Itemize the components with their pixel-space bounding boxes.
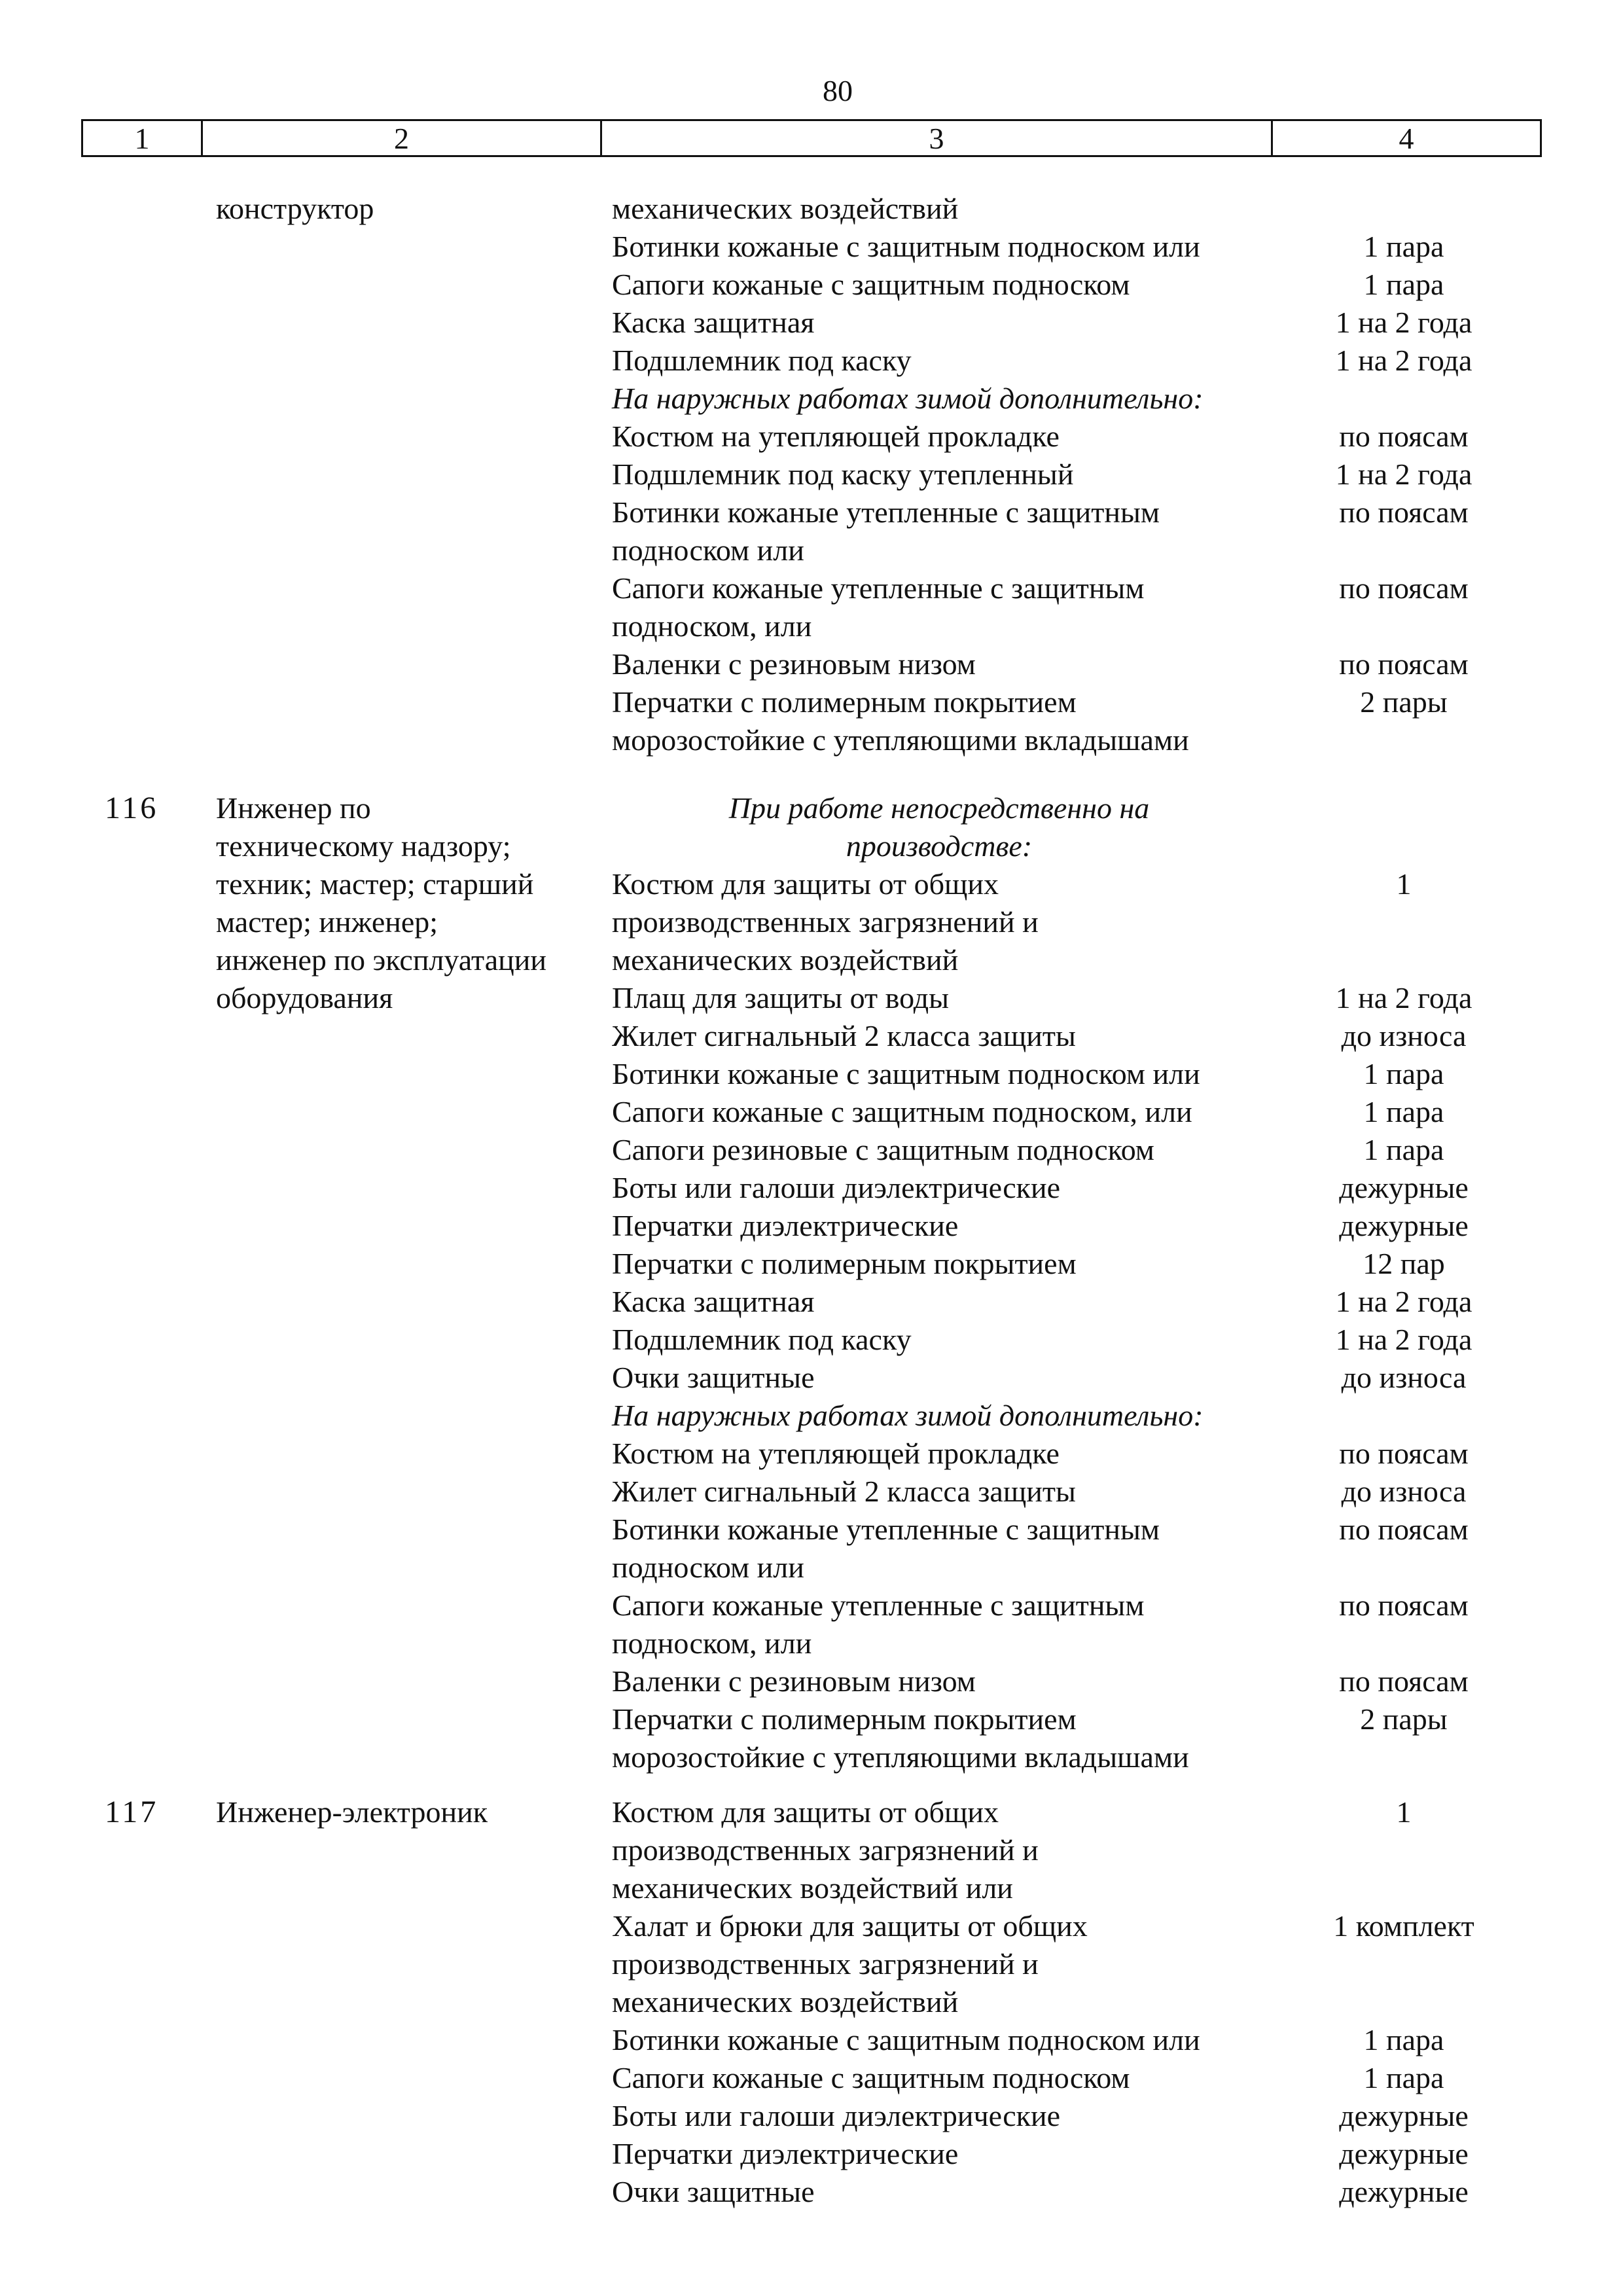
ppe-item-norm: 1 пара (1363, 230, 1444, 263)
role-name (216, 789, 609, 1017)
ppe-item (612, 1793, 1412, 1831)
entry-number: 116 (105, 791, 159, 825)
ppe-item (612, 1662, 1469, 1700)
ppe-item-name: Ботинки кожаные утепленные с защитным (612, 495, 1160, 529)
ppe-item-norm: 1 пара (1363, 2061, 1444, 2094)
ppe-item (612, 941, 1266, 979)
ppe-item-name: Подшлемник под каску (612, 344, 912, 377)
ppe-item-name: Жилет сигнальный 2 класса защиты (612, 1019, 1076, 1052)
ppe-item-name: Очки защитные (612, 1361, 815, 1394)
ppe-item-norm: по поясам (1339, 647, 1469, 681)
ppe-item (612, 1473, 1467, 1511)
ppe-item-name: морозостойкие с утепляющими вкладышами (612, 723, 1189, 757)
role-line: Инженер по (216, 791, 371, 825)
ppe-item (612, 304, 1472, 342)
page-number: 80 (823, 74, 853, 107)
ppe-item (612, 683, 1448, 721)
ppe-item-name: Сапоги кожаные с защитным подноском, или (612, 1095, 1192, 1128)
ppe-item (612, 2135, 1469, 2173)
ppe-item (612, 1624, 1266, 1662)
column-header-2: 2 (201, 121, 600, 155)
ppe-item (612, 418, 1469, 456)
ppe-item-norm: по поясам (1339, 1437, 1469, 1470)
ppe-item-name: морозостойкие с утепляющими вкладышами (612, 1740, 1189, 1774)
ppe-item (612, 1700, 1448, 1738)
ppe-item-name: Каска защитная (612, 306, 815, 339)
ppe-item-name: механических воздействий (612, 192, 959, 225)
role-line: инженер по эксплуатации (216, 943, 546, 977)
ppe-item (612, 1207, 1469, 1245)
ppe-item-name: Боты или галоши диэлектрические (612, 2099, 1061, 2132)
ppe-item (612, 1907, 1474, 1945)
ppe-item (612, 1869, 1266, 1907)
ppe-item (612, 1169, 1469, 1207)
ppe-item-name: Ботинки кожаные с защитным подноском или (612, 1057, 1200, 1090)
ppe-item (612, 1093, 1444, 1131)
ppe-item (612, 721, 1266, 759)
ppe-item (612, 1831, 1266, 1869)
ppe-item-norm: 1 пара (1363, 1133, 1444, 1166)
ppe-item-name: Сапоги кожаные с защитным подноском (612, 2061, 1130, 2094)
ppe-item-name: Подшлемник под каску (612, 1323, 912, 1356)
ppe-item-norm: до износа (1341, 1475, 1467, 1508)
ppe-item-name: Перчатки с полимерным покрытием (612, 1247, 1077, 1280)
ppe-item (612, 493, 1469, 531)
ppe-item-norm: по поясам (1339, 1513, 1469, 1546)
ppe-item (612, 2097, 1469, 2135)
ppe-item-name: подноском, или (612, 1626, 812, 1660)
ppe-item-norm: 1 на 2 года (1335, 457, 1472, 491)
ppe-item-norm: 2 пары (1360, 1702, 1448, 1736)
role-line: техник; мастер; старший (216, 867, 534, 901)
ppe-item-name: подноском или (612, 533, 804, 567)
ppe-item-norm: 1 комплект (1333, 1909, 1474, 1943)
ppe-item-name: Очки защитные (612, 2175, 815, 2208)
ppe-item-name: механических воздействий или (612, 1871, 1013, 1905)
role-line: техническому надзору; (216, 829, 511, 863)
ppe-item-name: Перчатки с полимерным покрытием (612, 1702, 1077, 1736)
ppe-item-name: Ботинки кожаные с защитным подноском или (612, 2023, 1200, 2056)
ppe-item (612, 827, 1266, 865)
ppe-item-name: механических воздействий (612, 943, 959, 977)
ppe-item-name: механических воздействий (612, 1985, 959, 2018)
ppe-item (612, 1283, 1472, 1321)
ppe-item-norm: дежурные (1339, 1171, 1469, 1204)
ppe-item-name: Валенки с резиновым низом (612, 647, 976, 681)
ppe-item-name: Костюм для защиты от общих (612, 867, 999, 901)
ppe-item-name: Сапоги кожаные с защитным подноском (612, 268, 1130, 301)
ppe-item-name: Сапоги кожаные утепленные с защитным (612, 571, 1145, 605)
role-name: Инженер-электроник (216, 1795, 488, 1829)
ppe-item-name: производственных загрязнений и (612, 1833, 1039, 1867)
ppe-item-name: подноском или (612, 1551, 804, 1584)
ppe-item (612, 1017, 1467, 1055)
ppe-item (612, 1549, 1266, 1587)
ppe-item-name: Перчатки диэлектрические (612, 1209, 959, 1242)
role-name: конструктор (216, 192, 374, 225)
ppe-item-norm: 1 пара (1363, 2023, 1444, 2056)
ppe-item-norm: дежурные (1339, 2137, 1469, 2170)
ppe-item-name: Боты или галоши диэлектрические (612, 1171, 1061, 1204)
ppe-item-norm: до износа (1341, 1019, 1467, 1052)
ppe-item (612, 531, 1266, 569)
ppe-item-norm: 1 на 2 года (1335, 306, 1472, 339)
ppe-item (612, 2059, 1444, 2097)
column-header-3: 3 (600, 121, 1271, 155)
ppe-item-name: производстве: (846, 829, 1033, 863)
ppe-item (612, 1131, 1444, 1169)
ppe-item-name: Каска защитная (612, 1285, 815, 1318)
ppe-item-norm: по поясам (1339, 495, 1469, 529)
ppe-item (612, 1945, 1266, 1983)
ppe-item (612, 1055, 1444, 1093)
ppe-item (612, 228, 1444, 266)
role-line: мастер; инженер; (216, 905, 438, 939)
ppe-item-name: На наружных работах зимой дополнительно: (612, 382, 1204, 415)
ppe-item (612, 1245, 1445, 1283)
ppe-item-name: Валенки с резиновым низом (612, 1664, 976, 1698)
ppe-item-name: На наружных работах зимой дополнительно: (612, 1399, 1204, 1432)
ppe-item (612, 1983, 1266, 2021)
ppe-item (612, 569, 1469, 607)
ppe-item-norm: 2 пары (1360, 685, 1448, 719)
ppe-item-name: производственных загрязнений и (612, 1947, 1039, 1981)
ppe-item (612, 1738, 1266, 1776)
ppe-list (612, 1793, 1474, 2211)
ppe-item (612, 979, 1472, 1017)
ppe-item-norm: по поясам (1339, 1664, 1469, 1698)
ppe-item (612, 645, 1469, 683)
ppe-item (612, 342, 1472, 380)
ppe-item (612, 903, 1266, 941)
ppe-item-norm: дежурные (1339, 1209, 1469, 1242)
ppe-item (612, 190, 1266, 228)
ppe-item-norm: до износа (1341, 1361, 1467, 1394)
ppe-item-name: подноском, или (612, 609, 812, 643)
ppe-item-norm: по поясам (1339, 1588, 1469, 1622)
ppe-item-name: Халат и брюки для защиты от общих (612, 1909, 1088, 1943)
ppe-item-name: Сапоги резиновые с защитным подноском (612, 1133, 1154, 1166)
ppe-item-name: Подшлемник под каску утепленный (612, 457, 1074, 491)
ppe-item (612, 1435, 1469, 1473)
ppe-item-norm: дежурные (1339, 2099, 1469, 2132)
ppe-item (612, 1397, 1266, 1435)
ppe-item (612, 1359, 1467, 1397)
ppe-item-norm: по поясам (1339, 420, 1469, 453)
ppe-item-norm: 1 пара (1363, 1057, 1444, 1090)
ppe-list (612, 190, 1472, 759)
ppe-item-norm: дежурные (1339, 2175, 1469, 2208)
ppe-item-norm: 1 пара (1363, 268, 1444, 301)
ppe-item (612, 2021, 1444, 2059)
ppe-item (612, 380, 1266, 418)
column-header-1: 1 (134, 121, 150, 155)
ppe-item-name: При работе непосредственно на (728, 791, 1150, 825)
ppe-item (612, 1321, 1472, 1359)
ppe-item-name: Жилет сигнальный 2 класса защиты (612, 1475, 1076, 1508)
ppe-item-norm: 1 пара (1363, 1095, 1444, 1128)
ppe-item-name: Плащ для защиты от воды (612, 981, 950, 1014)
ppe-list (612, 789, 1472, 1776)
ppe-item (612, 2173, 1469, 2211)
entry-number: 117 (105, 1795, 159, 1829)
column-header-4: 4 (1271, 121, 1540, 155)
ppe-item (612, 1511, 1469, 1549)
ppe-item (612, 1587, 1469, 1624)
ppe-item (612, 456, 1472, 493)
ppe-item-norm: 1 на 2 года (1335, 981, 1472, 1014)
column-header-row (81, 119, 1542, 157)
ppe-item-name: Костюм для защиты от общих (612, 1795, 999, 1829)
ppe-item-norm: 1 (1396, 867, 1412, 901)
ppe-item-norm: 1 на 2 года (1335, 344, 1472, 377)
ppe-item (612, 865, 1412, 903)
ppe-item-name: Сапоги кожаные утепленные с защитным (612, 1588, 1145, 1622)
ppe-item (612, 607, 1266, 645)
ppe-item-name: Ботинки кожаные утепленные с защитным (612, 1513, 1160, 1546)
ppe-item (612, 789, 1266, 827)
ppe-item-name: Перчатки диэлектрические (612, 2137, 959, 2170)
ppe-item-name: Ботинки кожаные с защитным подноском или (612, 230, 1200, 263)
ppe-item-norm: 1 на 2 года (1335, 1323, 1472, 1356)
ppe-item-name: Перчатки с полимерным покрытием (612, 685, 1077, 719)
role-line: оборудования (216, 981, 393, 1014)
ppe-item-norm: 12 пар (1363, 1247, 1445, 1280)
ppe-item-norm: 1 на 2 года (1335, 1285, 1472, 1318)
ppe-item-norm: 1 (1396, 1795, 1412, 1829)
ppe-item-name: производственных загрязнений и (612, 905, 1039, 939)
ppe-item-name: Костюм на утепляющей прокладке (612, 420, 1060, 453)
ppe-item (612, 266, 1444, 304)
ppe-item-norm: по поясам (1339, 571, 1469, 605)
ppe-item-name: Костюм на утепляющей прокладке (612, 1437, 1060, 1470)
